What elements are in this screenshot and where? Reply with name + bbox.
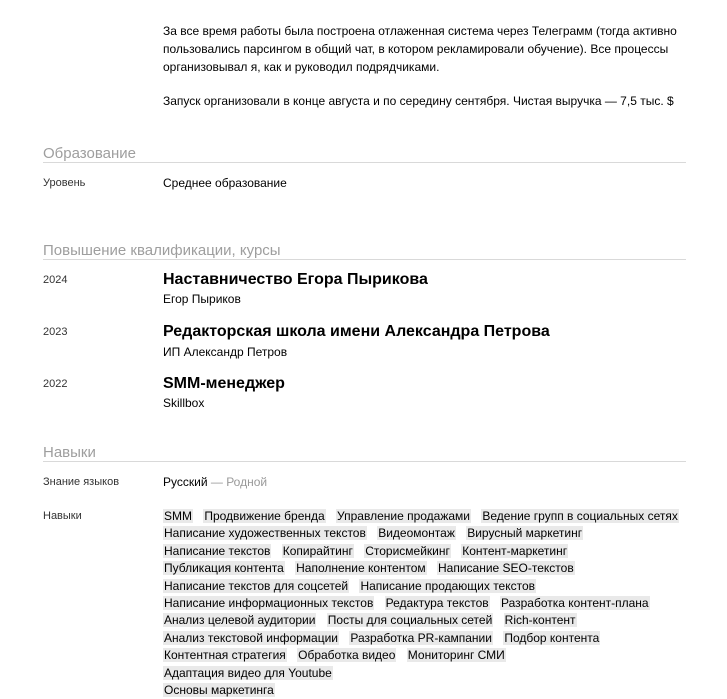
skill-tag: Разработка PR-кампании [350, 630, 492, 645]
course-year: 2023 [43, 326, 68, 338]
skill-tag: Посты для социальных сетей [327, 613, 493, 628]
skill-tag: Продвижение бренда [204, 509, 325, 523]
education-section-title: Образование [43, 145, 136, 162]
skill-tag: Написание текстов [164, 543, 271, 558]
skills-label: Навыки [43, 510, 82, 522]
skill-tag: Адаптация видео для Youtube [164, 665, 332, 680]
course-year: 2022 [43, 378, 68, 390]
skill-tag: Сторисмейкинг [365, 543, 450, 558]
skill-tag: Написание SEO-текстов [438, 561, 574, 576]
courses-divider [43, 259, 686, 260]
skill-tag: SMM [164, 509, 192, 523]
skills-divider [43, 461, 686, 462]
experience-description: За все время работы была построена отлаженная система через Телеграмм (тогда активно пользовались парсингом в общий чат, в котором рекламировали обучение). Все процессы организовывал я, как и руководил подрядчиками. [163, 24, 677, 74]
education-level-value: Среднее образование [163, 176, 287, 190]
skill-tag: Копирайтинг [282, 543, 353, 558]
education-divider [43, 162, 686, 163]
skill-tag: Обработка видео [298, 648, 396, 663]
skill-tag: Rich-контент [504, 613, 576, 628]
skill-tag: Контентная стратегия [164, 648, 286, 663]
course-organization: Skillbox [163, 396, 205, 410]
skill-tag: Контент-маркетинг [462, 543, 568, 558]
language-entry [163, 474, 267, 490]
skill-tag: Разработка контент-плана [500, 596, 649, 611]
skill-tag: Анализ текстовой информации [164, 630, 339, 645]
skills-section-title: Навыки [43, 444, 96, 461]
skill-tag: Написание информационных текстов [164, 596, 374, 611]
skill-tag: Управление продажами [337, 509, 471, 523]
experience-result: Запуск организовали в конце августа и по середину сентября. Чистая выручка — 7,5 тыс. $ [163, 94, 674, 108]
skills-tag-list [163, 508, 688, 699]
course-title: Наставничество Егора Пырикова [163, 271, 428, 288]
education-level-label: Уровень [43, 177, 86, 189]
skill-tag: Основы маркетинга [164, 683, 274, 698]
skill-tag: Написание продающих текстов [360, 578, 536, 593]
course-year: 2024 [43, 274, 68, 286]
skill-tag: Видеомонтаж [378, 526, 455, 541]
course-title: Редакторская школа имени Александра Петрова [163, 323, 550, 340]
skill-tag: Редактура текстов [385, 596, 489, 611]
skill-tag: Написание художественных текстов [164, 526, 366, 541]
skill-tag: Мониторинг СМИ [407, 648, 505, 663]
language-name: Русский [163, 475, 208, 489]
course-organization: Егор Пыриков [163, 292, 241, 306]
language-level: — Родной [210, 475, 268, 489]
course-organization: ИП Александр Петров [163, 345, 288, 359]
courses-section-title: Повышение квалификации, курсы [43, 242, 281, 259]
skill-tag: Вирусный маркетинг [467, 526, 583, 541]
skill-tag: Публикация контента [164, 561, 284, 576]
course-title: SMM-менеджер [163, 375, 285, 392]
skill-tag: Наполнение контентом [296, 561, 426, 576]
skill-tag: Анализ целевой аудитории [164, 613, 316, 628]
skill-tag: Ведение групп в социальных сетях [482, 509, 678, 523]
languages-label: Знание языков [43, 476, 120, 488]
skill-tag: Подбор контента [504, 630, 600, 645]
skill-tag: Написание текстов для соцсетей [164, 578, 349, 593]
